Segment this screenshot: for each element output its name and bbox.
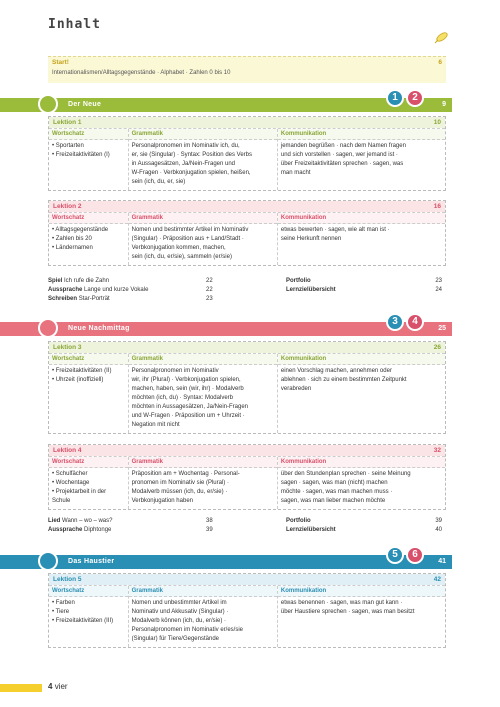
col-header-grammatik: Grammatik [129, 129, 277, 140]
unit-badge: 6 [406, 546, 424, 564]
extra-key-2: Lernzielübersicht [286, 527, 336, 533]
page-title: Inhalt [48, 17, 101, 32]
lesson-3 [48, 341, 446, 434]
extra-key: Aussprache [48, 287, 83, 293]
extra-value: Star-Porträt [78, 296, 110, 302]
cell-line: Verbkonjugation haben [131, 498, 193, 505]
cell-line: Präposition am + Wochentag · Personal- [131, 471, 240, 478]
col-header-kommunikation: Kommunikation [278, 213, 445, 224]
cell-line: sagen · sagen, was man (nicht) machen [280, 480, 388, 487]
extra-page: 22 [206, 287, 213, 293]
extra-key: Aussprache [48, 527, 83, 533]
cell-line: möchten (ich, du) · Syntax: Modalverb [131, 395, 233, 402]
unit-page: 9 [442, 101, 446, 108]
col-header-grammatik: Grammatik [129, 457, 277, 468]
cell-line: • Projektarbeit in der [52, 489, 107, 496]
rocket-icon [430, 30, 450, 46]
extra-page-2: 24 [435, 287, 442, 293]
extra-row [48, 295, 446, 304]
lesson-label: Lektion 3 [53, 344, 82, 351]
extra-key-2: Lernzielübersicht [286, 287, 336, 293]
lesson-page: 42 [433, 576, 441, 583]
footer-bar [0, 684, 42, 692]
clock-icon [38, 318, 58, 338]
kommunikation-cell [281, 367, 442, 394]
wortschatz-cell [52, 142, 125, 160]
col-header-grammatik: Grammatik [129, 213, 277, 224]
extra-row [48, 277, 446, 286]
kommunikation-cell [281, 599, 442, 617]
unit-band-2 [0, 316, 452, 336]
cell-line: W-Fragen · Verbkonjugation spielen, heißen, [131, 170, 251, 177]
wortschatz-cell [52, 599, 125, 626]
cell-line: Modalverb können (ich, du, er/sie) · [131, 618, 226, 625]
extra-row [48, 517, 446, 526]
grammatik-cell [132, 599, 274, 644]
col-header-grammatik: Grammatik [129, 586, 277, 597]
cell-line: • Zahlen bis 20 [52, 236, 92, 243]
cell-line: (Singular) für Tiere/Gegenstände [131, 636, 219, 643]
cell-line: pronomen im Nominativ sie (Plural) · [131, 480, 229, 487]
cell-line: und W-Fragen · Präposition um + Uhrzeit · [131, 413, 245, 420]
kommunikation-cell [281, 142, 442, 178]
wortschatz-cell [52, 470, 125, 506]
lesson-label: Lektion 2 [53, 203, 82, 210]
lesson-label: Lektion 5 [53, 576, 82, 583]
extra-row [48, 286, 446, 295]
cell-line: etwas bewerten · sagen, wie alt man ist · [280, 227, 390, 234]
unit-badge: 1 [386, 89, 404, 107]
grammatik-cell [132, 226, 274, 262]
cell-line: (Singular) · Präposition aus + Land/Stadt · [131, 236, 244, 243]
cell-line: über Freizeitaktivitäten sprechen · sagen, was [280, 161, 404, 168]
cell-line: seine Herkunft nennen [280, 236, 342, 243]
lesson-page: 10 [433, 119, 441, 126]
cell-line: Nomen und unbestimmter Artikel im [131, 600, 227, 607]
col-header-kommunikation: Kommunikation [278, 457, 445, 468]
lesson-page: 32 [433, 447, 441, 454]
start-section [48, 56, 446, 83]
cell-line: Nominativ und Akkusativ (Singular) · [131, 609, 229, 616]
cell-line: • Uhrzeit (inoffiziell) [52, 377, 104, 384]
cell-line: Personalpronomen im Nominativ er/es/sie [131, 627, 243, 634]
cell-line: sein (ich, du, er, sie) [131, 179, 186, 186]
unit-extras-2 [48, 517, 446, 535]
cell-line: sagen, was man lieber machen möchte [280, 498, 386, 505]
cell-line: über den Stundenplan sprechen · seine Meinung [280, 471, 411, 478]
cell-line: Nomen und bestimmter Artikel im Nominativ [131, 227, 249, 234]
col-header-grammatik: Grammatik [129, 354, 277, 365]
extra-key: Spiel [48, 278, 63, 284]
cell-line: man macht [280, 170, 311, 177]
unit-extras-1 [48, 277, 446, 304]
col-header-kommunikation: Kommunikation [278, 129, 445, 140]
extra-value: Wann – wo – was? [62, 518, 113, 524]
page-number-word: vier [54, 682, 68, 691]
cell-line: • Alltagsgegenstände [52, 227, 109, 234]
extra-page: 38 [206, 518, 213, 524]
cell-line: machen, haben, sein (wir, ihr) · Modalverb [131, 386, 244, 393]
cell-line: • Freizeitaktivitäten (I) [52, 152, 110, 159]
unit-title: Neue Nachmittag [68, 325, 130, 332]
unit-badge: 5 [386, 546, 404, 564]
grammatik-cell [132, 367, 274, 430]
extra-value: Ich rufe die Zahn [64, 278, 110, 284]
unit-title: Das Haustier [68, 558, 115, 565]
start-page: 6 [438, 59, 442, 66]
cell-line: • Wochentage [52, 480, 90, 487]
unit-band-3 [0, 549, 452, 569]
col-header-wortschatz: Wortschatz [49, 457, 128, 468]
cell-line: Verbkonjugation kommen, machen, [131, 245, 226, 252]
cell-line: etwas benennen · sagen, was man gut kann · [280, 600, 403, 607]
extra-value: Diphtonge [84, 527, 112, 533]
page-number-digit: 4 [48, 682, 53, 691]
extra-page: 23 [206, 296, 213, 302]
volleyball-icon [38, 94, 58, 114]
wortschatz-cell [52, 367, 125, 385]
cell-line: einen Vorschlag machen, annehmen oder [280, 368, 392, 375]
extra-row [48, 526, 446, 535]
cell-line: Schule [52, 498, 71, 505]
lesson-page: 16 [433, 203, 441, 210]
grammatik-cell [132, 142, 274, 187]
unit-badge: 2 [406, 89, 424, 107]
unit-page: 25 [438, 325, 446, 332]
col-header-kommunikation: Kommunikation [278, 586, 445, 597]
col-header-wortschatz: Wortschatz [49, 354, 128, 365]
col-header-wortschatz: Wortschatz [49, 129, 128, 140]
extra-page: 39 [206, 527, 213, 533]
dog-icon [38, 551, 58, 571]
cell-line: möchte · sagen, was man machen muss · [280, 489, 393, 496]
lesson-page: 26 [433, 344, 441, 351]
cell-line: Personalpronomen im Nominativ [131, 368, 219, 375]
unit-badge: 3 [386, 313, 404, 331]
cell-line: verabreden [280, 386, 312, 393]
lesson-1 [48, 116, 446, 191]
unit-title: Der Neue [68, 101, 102, 108]
cell-line: ablehnen · sich zu einem bestimmten Zeitpunkt [280, 377, 407, 384]
extra-value: Lange und kurze Vokale [84, 287, 149, 293]
lesson-2 [48, 200, 446, 266]
start-title: Start! [52, 59, 69, 66]
cell-line: möchten in Aussagesätzen, Ja/Nein-Fragen [131, 404, 249, 411]
extra-page-2: 39 [435, 518, 442, 524]
lesson-5 [48, 573, 446, 648]
unit-page: 41 [438, 558, 446, 565]
cell-line: • Ländernamen [52, 245, 93, 252]
cell-line: jemanden begrüßen · nach dem Namen fragen [280, 143, 406, 150]
cell-line: • Sportarten [52, 143, 84, 150]
lesson-4 [48, 444, 446, 510]
page-number [48, 682, 68, 693]
grammatik-cell [132, 470, 274, 506]
extra-page: 22 [206, 278, 213, 284]
col-header-kommunikation: Kommunikation [278, 354, 445, 365]
extra-page-2: 40 [435, 527, 442, 533]
cell-line: • Freizeitaktivitäten (III) [52, 618, 114, 625]
cell-line: • Freizeitaktivitäten (II) [52, 368, 112, 375]
col-header-wortschatz: Wortschatz [49, 586, 128, 597]
extra-page-2: 23 [435, 278, 442, 284]
cell-line: wir, ihr (Plural) · Verbkonjugation spielen, [131, 377, 241, 384]
lesson-label: Lektion 1 [53, 119, 82, 126]
cell-line: Negation mit nicht [131, 422, 180, 429]
cell-line: Personalpronomen im Nominativ ich, du, [131, 143, 240, 150]
kommunikation-cell [281, 226, 442, 244]
cell-line: sein (ich, du, er/sie), sammeln (er/sie) [131, 254, 232, 261]
cell-line: und sich vorstellen · sagen, wer jemand ist · [280, 152, 398, 159]
cell-line: er, sie (Singular) · Syntax: Position des Verbs [131, 152, 252, 159]
cell-line: über Haustiere sprechen · sagen, was man besitzt [280, 609, 415, 616]
cell-line: Modalverb müssen (ich, du, er/sie) · [131, 489, 228, 496]
wortschatz-cell [52, 226, 125, 253]
kommunikation-cell [281, 470, 442, 506]
extra-key-2: Portfolio [286, 518, 311, 524]
lesson-label: Lektion 4 [53, 447, 82, 454]
cell-line: in Aussagesätzen, Ja/Nein-Fragen und [131, 161, 236, 168]
cell-line: • Farben [52, 600, 75, 607]
unit-band-1 [0, 92, 452, 112]
cell-line: • Schulfächer [52, 471, 88, 478]
start-text: Internationalismen/Alltagsgegenstände · Alphabet · Zahlen 0 bis 10 [52, 70, 231, 76]
unit-badge: 4 [406, 313, 424, 331]
cell-line: • Tiere [52, 609, 70, 616]
extra-key-2: Portfolio [286, 278, 311, 284]
extra-key: Schreiben [48, 296, 78, 302]
extra-key: Lied [48, 518, 61, 524]
col-header-wortschatz: Wortschatz [49, 213, 128, 224]
